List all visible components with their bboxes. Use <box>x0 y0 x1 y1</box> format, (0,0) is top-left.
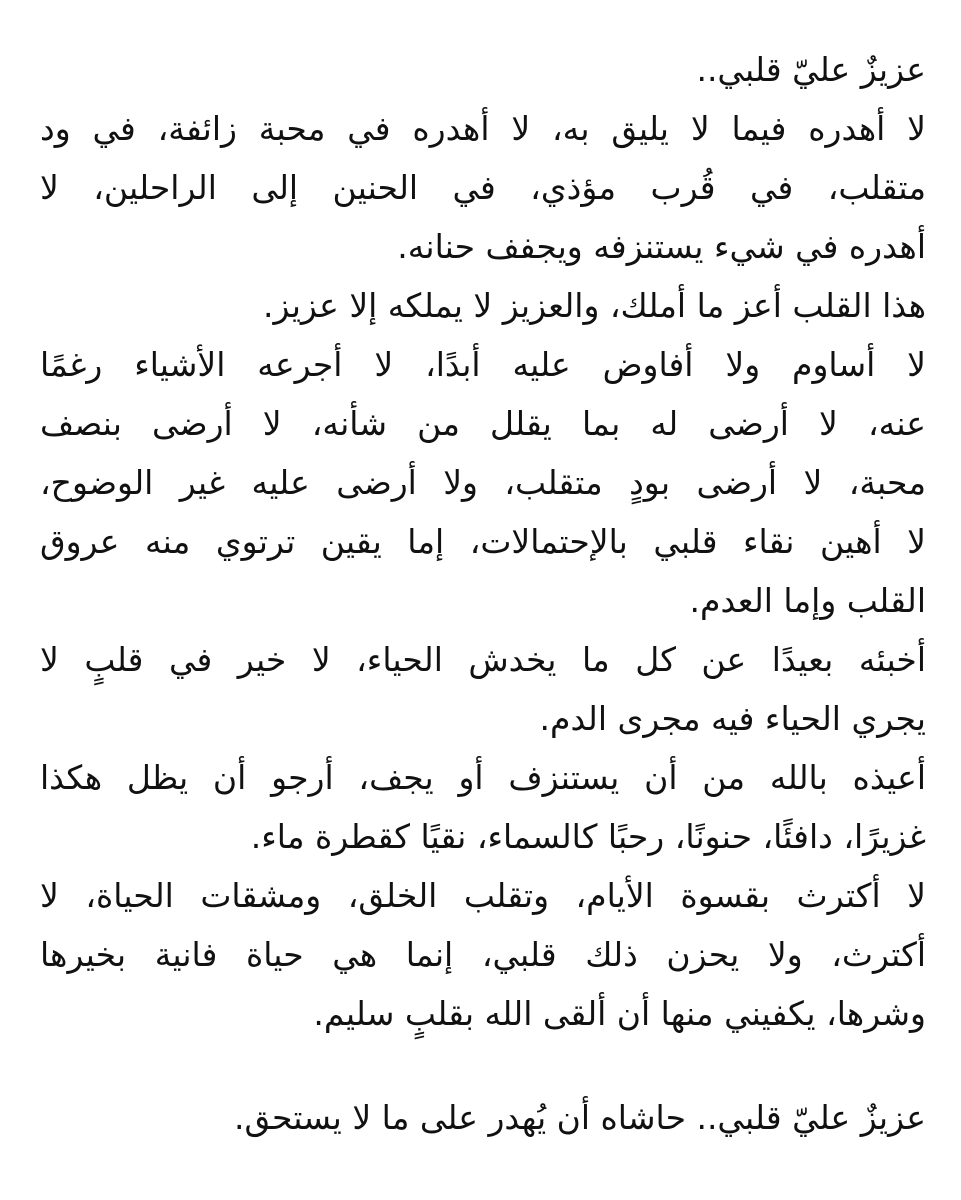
text-line: لا أكترث بقسوة الأيام، وتقلب الخلق، ومشقات الحياة، لا <box>40 876 926 915</box>
heading-line: عزيزٌ عليّ قلبي.. <box>696 50 926 89</box>
paragraph-gap <box>40 1043 926 1088</box>
text-line: متقلب، في قُرب مؤذي، في الحنين إلى الراحلين، لا <box>40 168 926 207</box>
text-line: محبة، لا أرضى بودٍ متقلب، ولا أرضى عليه غير الوضوح، <box>40 463 926 502</box>
text-line: أخبئه بعيدًا عن كل ما يخدش الحياء، لا خير في قلبٍ لا <box>40 640 926 679</box>
text-line: أهدره في شيء يستنزفه ويجفف حنانه. <box>397 227 926 266</box>
text-document <box>40 40 926 1180</box>
text-line: عنه، لا أرضى له بما يقلل من شأنه، لا أرضى بنصف <box>40 404 926 443</box>
closing-line: عزيزٌ عليّ قلبي.. حاشاه أن يُهدر على ما لا يستحق. <box>233 1098 926 1137</box>
text-line: يجري الحياء فيه مجرى الدم. <box>539 699 926 738</box>
text-line: غزيرًا، دافئًا، حنونًا، رحبًا كالسماء، نقيًا كقطرة ماء. <box>250 817 926 856</box>
text-line: وشرها، يكفيني منها أن ألقى الله بقلبٍ سليم. <box>313 994 926 1033</box>
text-line: القلب وإما العدم. <box>689 581 926 620</box>
text-line: أعيذه بالله من أن يستنزف أو يجف، أرجو أن يظل هكذا <box>40 758 926 797</box>
text-line: لا أهدره فيما لا يليق به، لا أهدره في محبة زائفة، في ود <box>40 109 926 148</box>
text-line: هذا القلب أعز ما أملك، والعزيز لا يملكه إلا عزيز. <box>263 286 926 325</box>
text-line: لا أساوم ولا أفاوض عليه أبدًا، لا أجرعه الأشياء رغمًا <box>40 345 926 384</box>
text-line: لا أهين نقاء قلبي بالإحتمالات، إما يقين ترتوي منه عروق <box>40 522 926 561</box>
text-line: أكترث، ولا يحزن ذلك قلبي، إنما هي حياة فانية بخيرها <box>40 935 926 974</box>
